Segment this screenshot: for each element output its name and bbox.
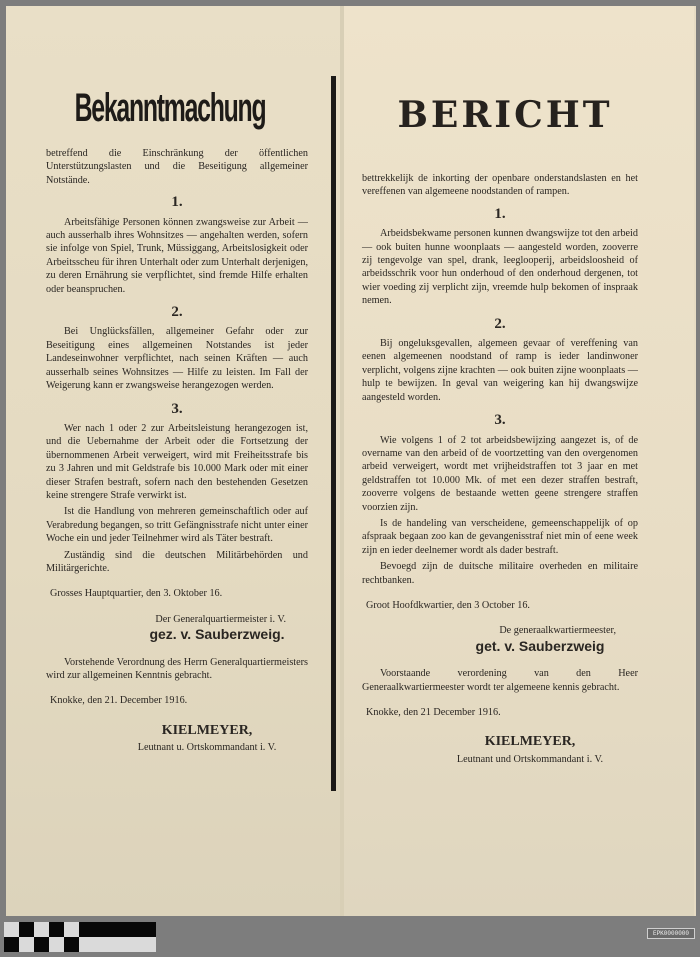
german-section-2-text: Bei Unglücksfällen, allgemeiner Gefahr oder zur Beseitigung eines allgemeinen Notstandes ist jeder Landeseinwohner verpflichtet, nach seinen Kräften — auch ausserhalb seines Wohnsitzes — Hilfe zu leisten. Im Fall der Weigerung kann er zwangsweise herangezogen werden. xyxy=(46,326,308,392)
color-checker-target xyxy=(4,922,156,952)
dutch-commander-name: KIELMEYER, xyxy=(484,734,576,750)
german-commander-title: Leutnant u. Ortskommandant i. V. xyxy=(137,742,277,754)
german-notice: Vorstehende Verordnung des Herrn Generalquartiermeisters wird zur allgemeinen Kenntnis gebracht. xyxy=(46,656,308,681)
dutch-subtitle: bettrekkelijk de inkorting der openbare onderstandslasten en het vereffenen van algemeene noodstanden of rampen. xyxy=(362,173,638,198)
dutch-section-1-text: Arbeidsbekwame personen kunnen dwangswijze tot den arbeid — ook buiten hunne woonplaats — aangesteld worden, zooverre zij tengevolge van spel, drank, leeglooperij, arbeidsloosheid of arbeidsschrik voor hun onderhoud of den onderhoud dergenen, tot wier voeding zij verplicht zijn, vreemde hulp bekomen of inspraak nemen. xyxy=(362,228,638,307)
german-section-3-text: Wer nach 1 oder 2 zur Arbeitsleistung herangezogen ist, und die Uebernahme der Arbeit oder die Fortsetzung der übernommenen Arbeit verweigert, wird mit Freiheitsstrafe bis zu 3 Jahren und mit Geldstrafe bis 10.000 Mark oder mit einer dieser Strafen bestraft, sofern nach den bestehenden Gesetzen keine strengere Strafe verwirkt ist. xyxy=(46,422,308,501)
german-subtitle: betreffend die Einschränkung der öffentlichen Unterstützungslasten und die Beseitigung allgemeiner Notstände. xyxy=(46,148,308,186)
german-section-2-number: 2. xyxy=(171,304,183,321)
german-column xyxy=(46,147,308,755)
dutch-signer-name: get. v. Sauberzweig xyxy=(475,637,605,654)
german-section-3-text-2: Ist die Handlung von mehreren gemeinschaftlich oder auf Verabredung begangen, so tritt Gefängnisstrafe nicht unter einer Woche ein und jeder Teilnehmer wird als Täter bestraft. xyxy=(46,506,308,545)
archive-id-label: EPK0000000 xyxy=(647,928,695,939)
dutch-notice: Voorstaande verordening van den Heer Generaalkwartiermeester wordt ter algemeene kennis gebracht. xyxy=(362,668,638,693)
german-section-1-text: Arbeitsfähige Personen können zwangsweise zur Arbeit — auch ausserhalb ihres Wohnsitzes — angehalten werden, sofern sie infolge von Spiel, Trunk, Müssiggang, Arbeitslosigkeit oder Arbeitsscheu für ihren Unterhalt oder zum Unterhalt derjenigen, zu deren Ernährung sie verpflichtet, sind fremde Hilfe erhalten oder beanspruchen. xyxy=(46,216,308,295)
dutch-section-2-text: Bij ongeluksgevallen, algemeen gevaar of vereffening van eenen algemeenen noodstand of ramp is ieder landinwoner verplicht, volgens zijne krachten — ook buiten zijne woonplaats — hulp te bewijzen. In geval van weigering kan hij dwangswijze aangesteld worden. xyxy=(362,338,638,403)
german-place-date: Grosses Hauptquartier, den 3. Oktober 16. xyxy=(50,588,223,600)
german-signer-name: gez. v. Sauberzweig. xyxy=(149,626,285,643)
dutch-section-2-number: 2. xyxy=(494,315,506,332)
german-signer-role: Der Generalquartiermeister i. V. xyxy=(155,613,286,625)
german-commander-name: KIELMEYER, xyxy=(161,722,253,738)
column-divider xyxy=(331,76,336,791)
german-title: Bekanntmachung xyxy=(74,86,266,130)
dutch-local-date: Knokke, den 21 December 1916. xyxy=(366,707,501,718)
dutch-section-3-number: 3. xyxy=(494,412,506,429)
dutch-section-3-text: Wie volgens 1 of 2 tot arbeidsbewijzing aangezet is, of de overname van den arbeid of de voortzetting van den overgenomen arbeid verweigert, wordt met vrijheidstraffen tot 3 jaar en met geldstraffen tot 10.000 Mk. of met een dezer straffen bestraft, zooverre volgens de bestaande wetten geene strengere straffen voorzien zijn. xyxy=(362,434,638,513)
german-section-1-number: 1. xyxy=(171,194,183,211)
dutch-column xyxy=(362,172,638,766)
fold-line xyxy=(340,6,344,916)
german-section-3-number: 3. xyxy=(171,400,183,417)
dutch-signer-role: De generaalkwartiermeester, xyxy=(499,625,616,637)
dutch-section-3-text-2: Is de handeling van verscheidene, gemeenschappelijk of op afspraak begaan zoo kan de gevangenisstraf niet min of eene week zijn en ieder deelnemer wordt als dader bestraft. xyxy=(362,517,638,556)
dutch-place-date: Groot Hoofdkwartier, den 3 October 16. xyxy=(366,599,530,611)
german-local-date: Knokke, den 21. December 1916. xyxy=(50,695,188,707)
dutch-commander-title: Leutnant und Ortskommandant i. V. xyxy=(456,753,604,765)
dutch-title: BERICHT xyxy=(397,94,613,136)
dutch-section-3-text-3: Bevoegd zijn de duitsche militaire overheden en militaire rechtbanken. xyxy=(362,561,638,586)
dutch-section-1-number: 1. xyxy=(494,205,506,222)
german-section-3-text-3: Zuständig sind die deutschen Militärbehörden und Militärgerichte. xyxy=(46,549,308,574)
